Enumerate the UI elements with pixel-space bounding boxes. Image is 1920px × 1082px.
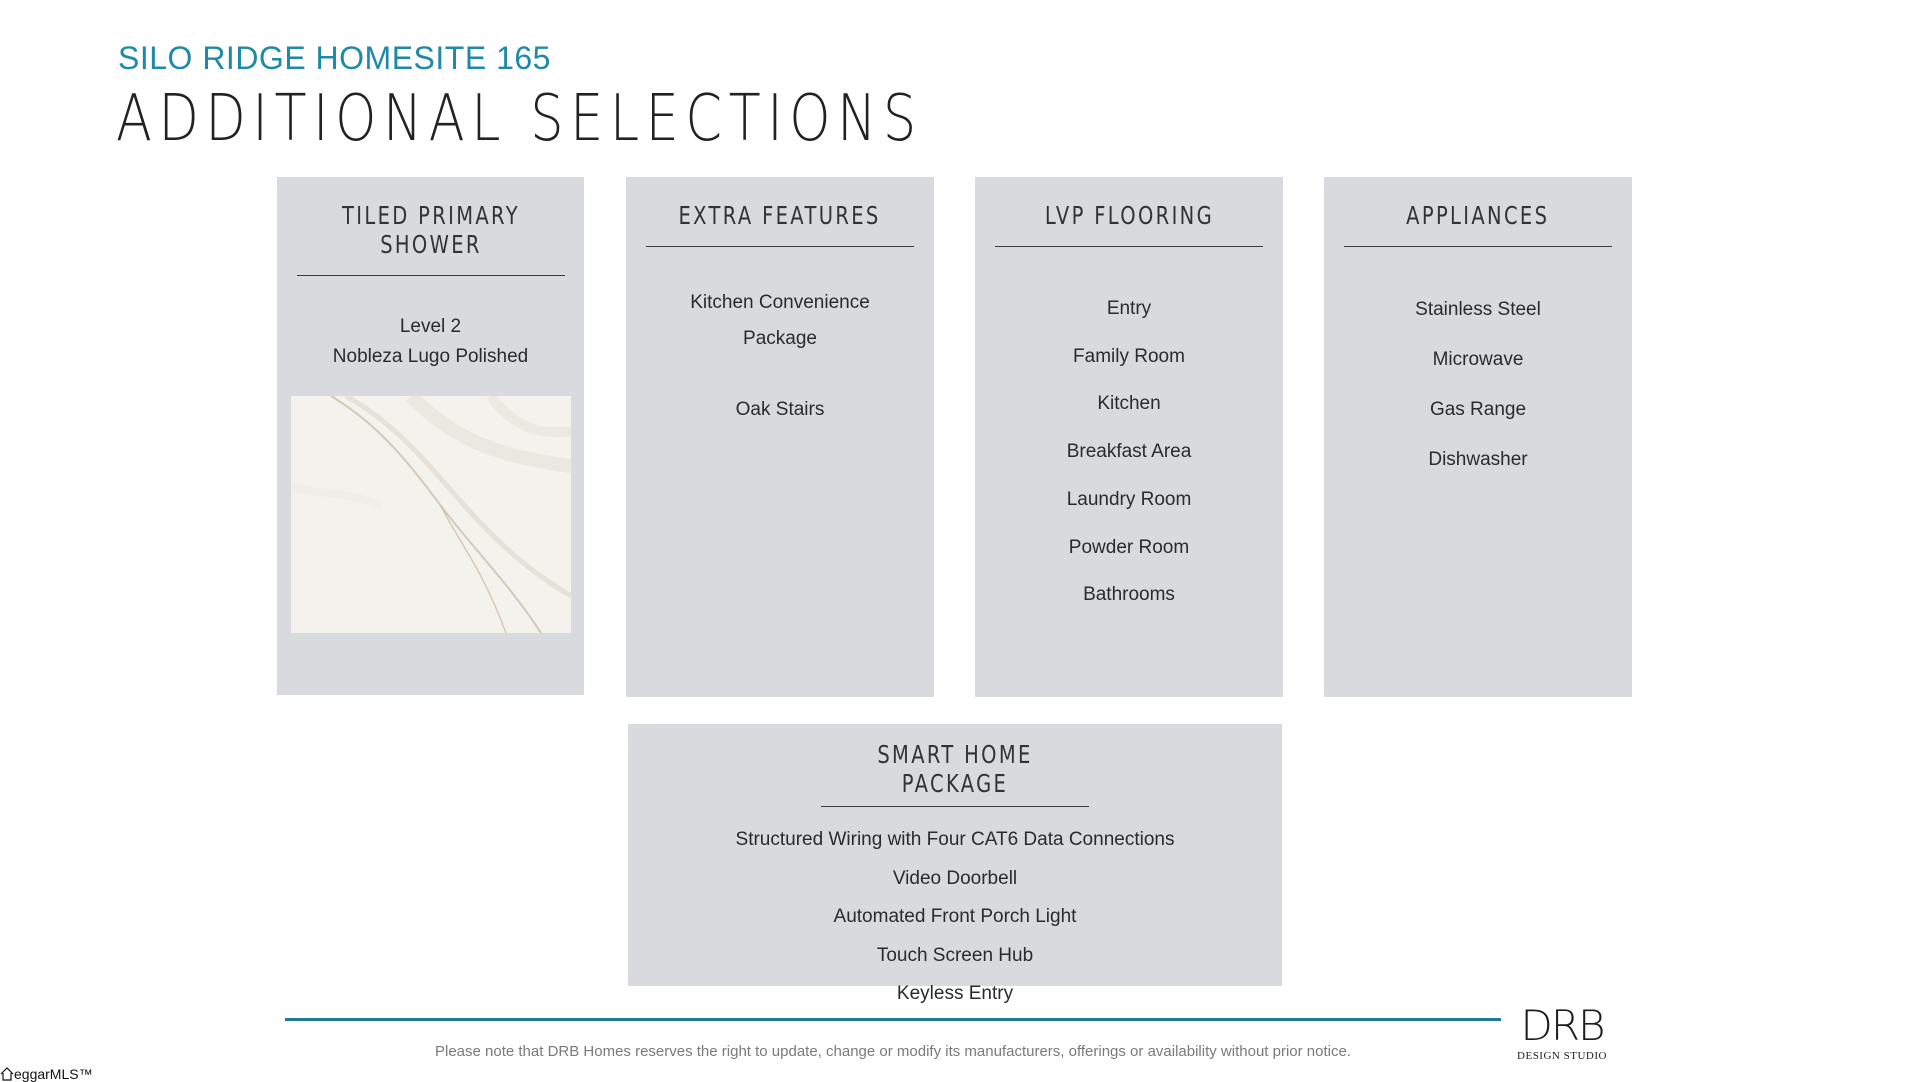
list-item: Structured Wiring with Four CAT6 Data Connections	[735, 829, 1175, 850]
subtitle: SILO RIDGE HOMESITE 165	[118, 40, 551, 76]
list-item: Dishwasher	[1428, 449, 1528, 470]
logo-wordmark: DRB	[1520, 1001, 1604, 1050]
footer-divider	[285, 1018, 1501, 1021]
panel-heading: APPLIANCES	[1344, 201, 1612, 247]
appliances-panel	[1324, 177, 1632, 697]
smart-home-package-panel	[628, 724, 1282, 1005]
extra-features-panel	[626, 177, 934, 697]
list-item: Powder Room	[1068, 536, 1190, 558]
list-item: Laundry Room	[1066, 488, 1192, 510]
smart-home-list	[736, 821, 1175, 1014]
list-item: Bathrooms	[1083, 584, 1175, 606]
list-item: Kitchen	[1097, 393, 1161, 415]
list-item: Breakfast Area	[1066, 441, 1192, 463]
shower-description	[333, 312, 528, 372]
lvp-flooring-panel	[975, 177, 1283, 697]
list-item: Gas Range	[1429, 399, 1527, 420]
drb-design-studio-logo	[1512, 1001, 1612, 1062]
house-icon	[0, 1067, 14, 1081]
flooring-list	[1067, 285, 1192, 619]
list-item: Kitchen Convenience Package	[690, 292, 870, 349]
shower-tile-name: Nobleza Lugo Polished	[332, 346, 529, 367]
panel-heading: EXTRA FEATURES	[646, 201, 914, 247]
page-title: ADDITIONAL SELECTIONS	[116, 82, 923, 156]
list-item: Video Doorbell	[892, 867, 1018, 889]
appliances-list	[1415, 285, 1541, 485]
list-item: Touch Screen Hub	[876, 944, 1034, 966]
list-item: Stainless Steel	[1415, 299, 1541, 320]
list-item: Oak Stairs	[735, 399, 825, 420]
extra-features-list	[665, 285, 895, 463]
list-item: Keyless Entry	[896, 983, 1014, 1005]
logo-subtitle: DESIGN STUDIO	[1517, 1050, 1607, 1062]
shower-level: Level 2	[399, 316, 462, 337]
panel-heading: SMART HOME PACKAGE	[821, 740, 1089, 807]
panel-heading: LVP FLOORING	[995, 201, 1263, 247]
tiled-primary-shower-panel	[277, 177, 584, 695]
list-item: Family Room	[1073, 345, 1185, 367]
panel-heading: TILED PRIMARY SHOWER	[297, 201, 565, 276]
list-item: Microwave	[1432, 349, 1524, 370]
disclaimer-text: Please note that DRB Homes reserves the right to update, change or modify its manufacturers, offerings or availability without prior notice.	[434, 1043, 1351, 1060]
list-item: Automated Front Porch Light	[833, 906, 1077, 928]
list-item: Entry	[1106, 298, 1152, 319]
marble-tile-swatch-image	[291, 396, 571, 633]
mls-label: eggarMLS™	[14, 1066, 93, 1082]
